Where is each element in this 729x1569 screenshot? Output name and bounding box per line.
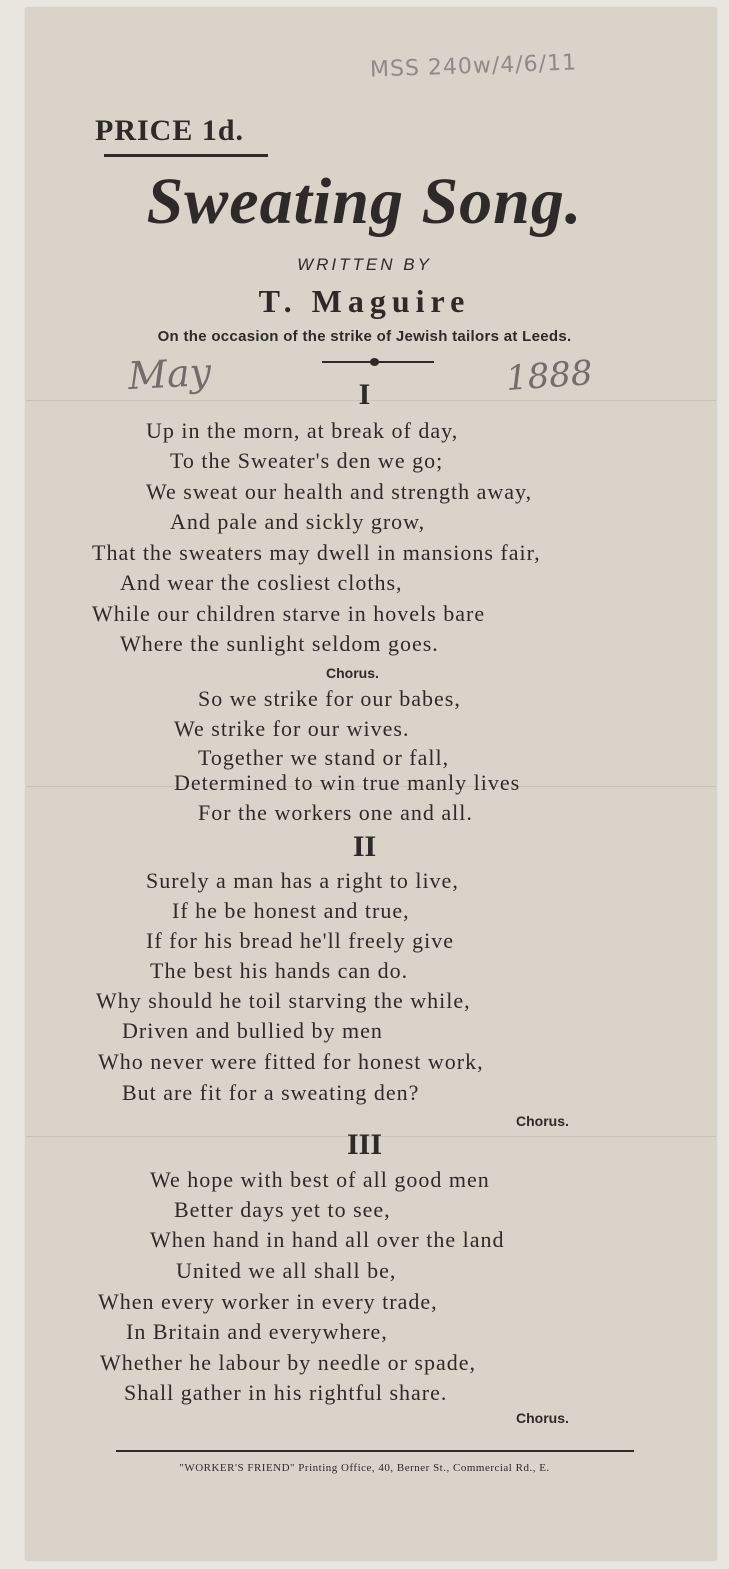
verse-line: To the Sweater's den we go; bbox=[170, 448, 444, 473]
chorus-heading: Chorus. bbox=[326, 665, 379, 681]
price-underline bbox=[104, 154, 268, 157]
chorus-line: So we strike for our babes, bbox=[198, 686, 461, 711]
verse-line: Why should he toil starving the while, bbox=[96, 988, 471, 1013]
chorus-line: Determined to win true manly lives bbox=[174, 770, 521, 795]
verse-line: The best his hands can do. bbox=[150, 958, 409, 983]
chorus-line: We strike for our wives. bbox=[174, 716, 410, 741]
verse-line: When every worker in every trade, bbox=[98, 1289, 438, 1314]
verse-numeral: I bbox=[358, 378, 371, 411]
verse-line: And pale and sickly grow, bbox=[170, 509, 426, 534]
chorus-line: Together we stand or fall, bbox=[198, 745, 450, 770]
verse-line: When hand in hand all over the land bbox=[150, 1227, 505, 1252]
handwritten-month: May bbox=[126, 349, 213, 399]
ornament-center bbox=[370, 358, 379, 366]
verse-line: If for his bread he'll freely give bbox=[146, 928, 454, 953]
verse-numeral: III bbox=[346, 1128, 383, 1161]
archive-reference: MSS 240w/4/6/11 bbox=[369, 50, 578, 83]
verse-line: We hope with best of all good men bbox=[150, 1167, 490, 1192]
written-by-label: WRITTEN BY bbox=[297, 255, 432, 274]
verse-line: While our children starve in hovels bare bbox=[92, 601, 486, 626]
verse-line: Better days yet to see, bbox=[174, 1197, 391, 1222]
chorus-reference: Chorus. bbox=[516, 1113, 569, 1129]
verse-line: Who never were fitted for honest work, bbox=[98, 1049, 484, 1074]
verse-line: But are fit for a sweating den? bbox=[122, 1080, 420, 1105]
price-label: PRICE 1d. bbox=[95, 114, 245, 147]
verse-line: Shall gather in his rightful share. bbox=[124, 1380, 448, 1405]
verse-line: United we all shall be, bbox=[176, 1258, 397, 1283]
verse-line: And wear the cosliest cloths, bbox=[120, 570, 403, 595]
printer-imprint: "WORKER'S FRIEND" Printing Office, 40, Berner St., Commercial Rd., E. bbox=[179, 1462, 550, 1474]
verse-line: We sweat our health and strength away, bbox=[146, 479, 533, 504]
verse-line: Whether he labour by needle or spade, bbox=[100, 1350, 477, 1375]
verse-line: Driven and bullied by men bbox=[122, 1018, 383, 1043]
handwritten-year: 1888 bbox=[504, 353, 594, 399]
author-name: T. Maguire bbox=[258, 283, 471, 319]
verse-line: Surely a man has a right to live, bbox=[146, 868, 459, 893]
footer-rule bbox=[116, 1450, 634, 1452]
verse-line: That the sweaters may dwell in mansions fair, bbox=[92, 540, 541, 565]
verse-line: Where the sunlight seldom goes. bbox=[120, 631, 439, 656]
song-title: Sweating Song. bbox=[146, 165, 583, 238]
verse-line: If he be honest and true, bbox=[172, 898, 410, 923]
verse-numeral: II bbox=[352, 830, 377, 863]
verse-line: Up in the morn, at break of day, bbox=[146, 418, 459, 443]
chorus-line: For the workers one and all. bbox=[198, 800, 473, 825]
chorus-reference: Chorus. bbox=[516, 1410, 569, 1426]
verse-line: In Britain and everywhere, bbox=[126, 1319, 388, 1344]
occasion-subtitle: On the occasion of the strike of Jewish tailors at Leeds. bbox=[157, 328, 572, 345]
